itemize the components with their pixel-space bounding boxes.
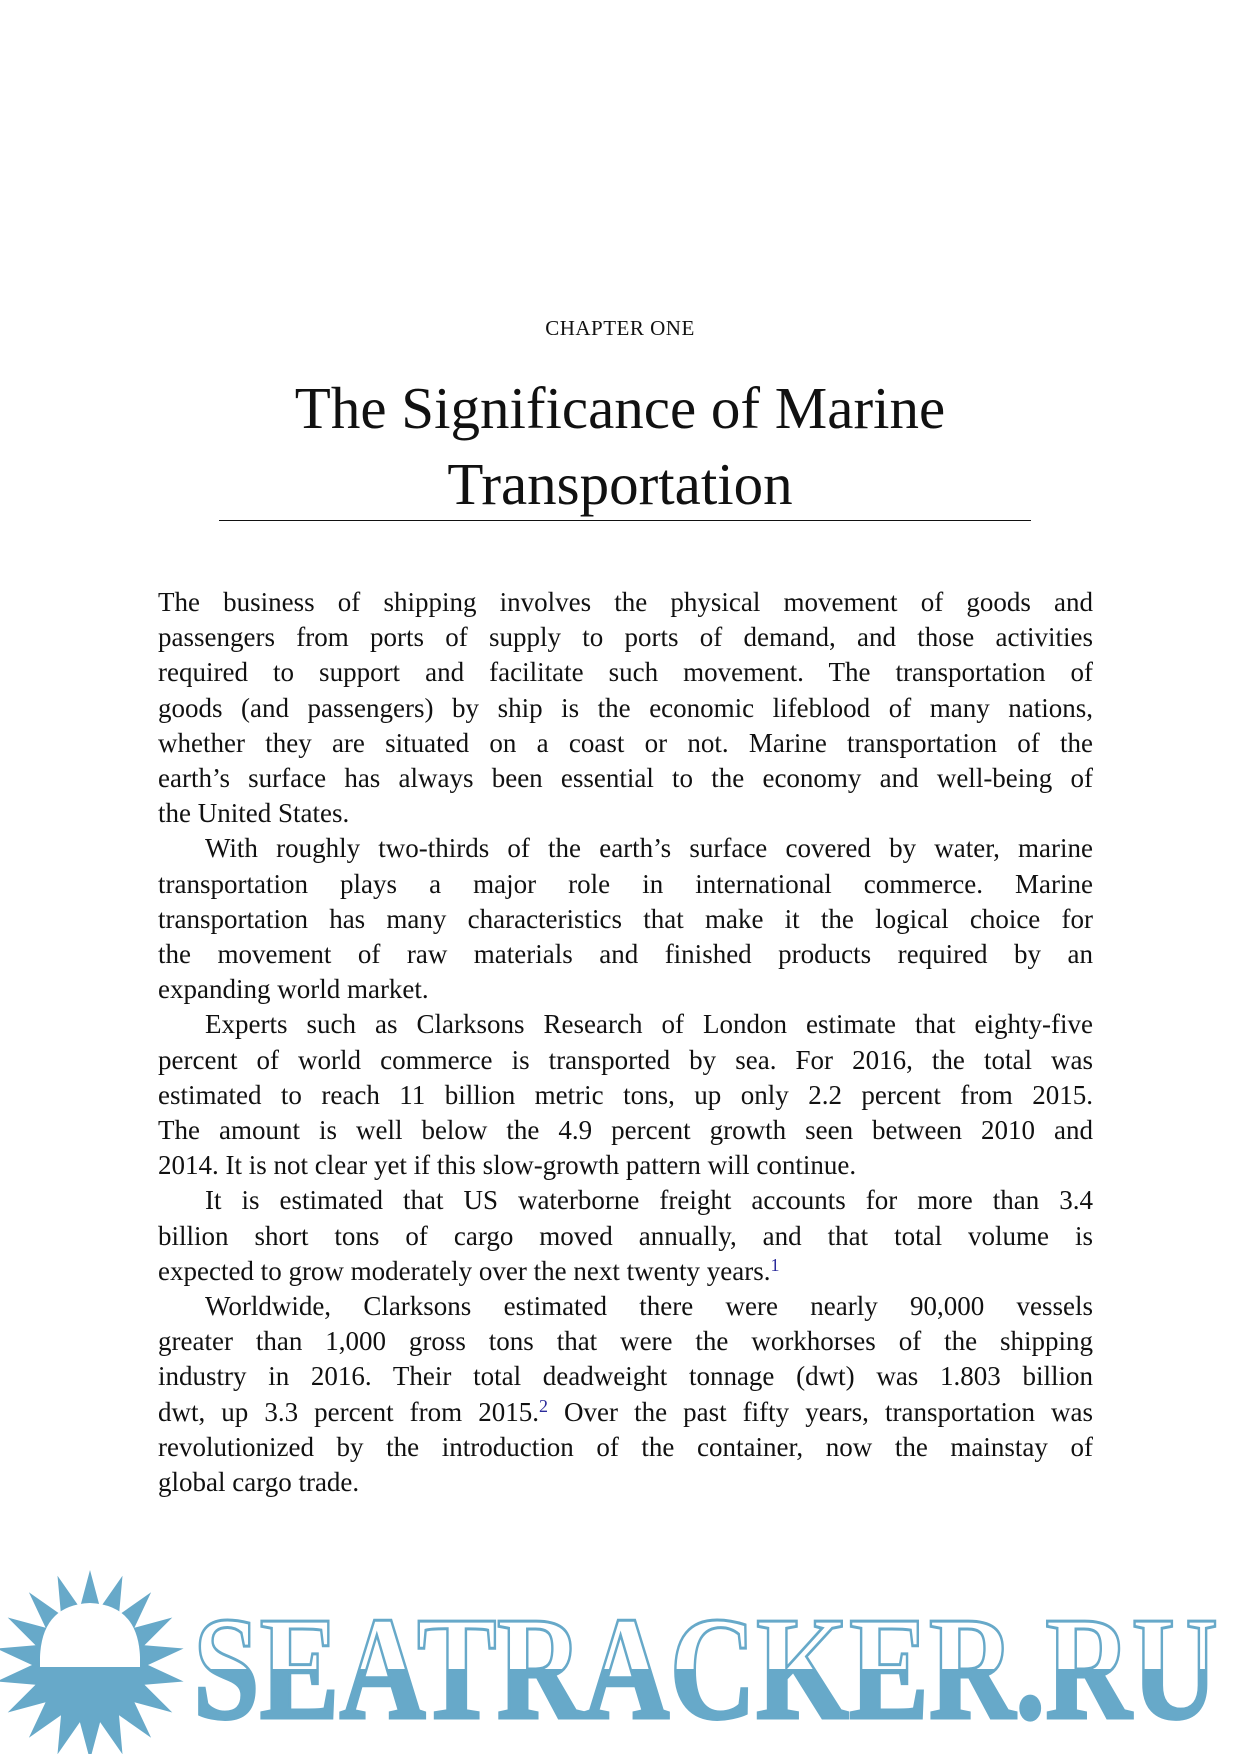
text-line: Experts such as Clarksons Research of London estimate that eighty-five bbox=[205, 1009, 1093, 1040]
text-line: It is estimated that US waterborne freight accounts for more than 3.4 bbox=[205, 1185, 1093, 1216]
text-segment: Over the past fifty years, transportation was bbox=[547, 1396, 1094, 1427]
text-line: revolutionized by the introduction of the container, now the mainstay of bbox=[158, 1431, 1093, 1462]
text-line: percent of world commerce is transported by sea. For 2016, the total was bbox=[158, 1044, 1093, 1075]
paragraph bbox=[158, 585, 1093, 831]
paragraph bbox=[158, 1183, 1093, 1289]
watermark-text: SEATRACKER.RU bbox=[193, 1587, 1218, 1751]
chapter-label: CHAPTER ONE bbox=[545, 316, 695, 340]
watermark-logo bbox=[0, 1565, 1240, 1754]
text-line: transportation has many characteristics that make it the logical choice for bbox=[158, 903, 1093, 934]
sun-icon bbox=[0, 1570, 184, 1754]
text-segment: expected to grow moderately over the next twenty years. bbox=[158, 1255, 771, 1286]
text-line: transportation plays a major role in international commerce. Marine bbox=[158, 868, 1093, 899]
text-line bbox=[158, 1254, 1093, 1289]
text-line bbox=[158, 1395, 1093, 1430]
text-line: The business of shipping involves the physical movement of goods and bbox=[158, 587, 1093, 617]
text-segment: dwt, up 3.3 percent from 2015. bbox=[158, 1396, 539, 1427]
text-line: passengers from ports of supply to ports of demand, and those activities bbox=[158, 622, 1093, 653]
text-line: 2014. It is not clear yet if this slow-growth pattern will continue. bbox=[158, 1150, 857, 1181]
chapter-title-line: Transportation bbox=[447, 451, 793, 517]
paragraph bbox=[158, 1289, 1093, 1500]
text-line: whether they are situated on a coast or not. Marine transportation of the bbox=[158, 727, 1093, 758]
paragraph bbox=[158, 831, 1093, 1007]
title-divider bbox=[219, 520, 1031, 521]
text-line: earth’s surface has always been essential to the economy and well-being of bbox=[158, 763, 1093, 794]
text-line: required to support and facilitate such movement. The transportation of bbox=[158, 657, 1093, 688]
chapter-title-line: The Significance of Marine bbox=[294, 375, 946, 441]
text-line: With roughly two-thirds of the earth’s surface covered by water, marine bbox=[205, 833, 1093, 864]
text-line: The amount is well below the 4.9 percent growth seen between 2010 and bbox=[158, 1115, 1093, 1146]
footnote-ref-1[interactable]: 1 bbox=[770, 1254, 780, 1275]
text-line: billion short tons of cargo moved annually, and that total volume is bbox=[158, 1220, 1093, 1251]
text-line: the movement of raw materials and finished products required by an bbox=[158, 939, 1093, 970]
text-line: global cargo trade. bbox=[158, 1467, 360, 1498]
chapter-title bbox=[0, 370, 1240, 522]
text-line: estimated to reach 11 billion metric tons, up only 2.2 percent from 2015. bbox=[158, 1079, 1093, 1110]
text-line: greater than 1,000 gross tons that were the workhorses of the shipping bbox=[158, 1326, 1093, 1357]
text-line: goods (and passengers) by ship is the economic lifeblood of many nations, bbox=[158, 692, 1093, 723]
body-text bbox=[158, 585, 1093, 1500]
text-line: industry in 2016. Their total deadweight tonnage (dwt) was 1.803 billion bbox=[158, 1361, 1093, 1392]
text-line: expanding world market. bbox=[158, 974, 429, 1005]
text-line: the United States. bbox=[158, 798, 350, 829]
footnote-ref-2[interactable]: 2 bbox=[538, 1395, 548, 1416]
text-line: Worldwide, Clarksons estimated there were nearly 90,000 vessels bbox=[205, 1291, 1093, 1322]
paragraph bbox=[158, 1007, 1093, 1183]
